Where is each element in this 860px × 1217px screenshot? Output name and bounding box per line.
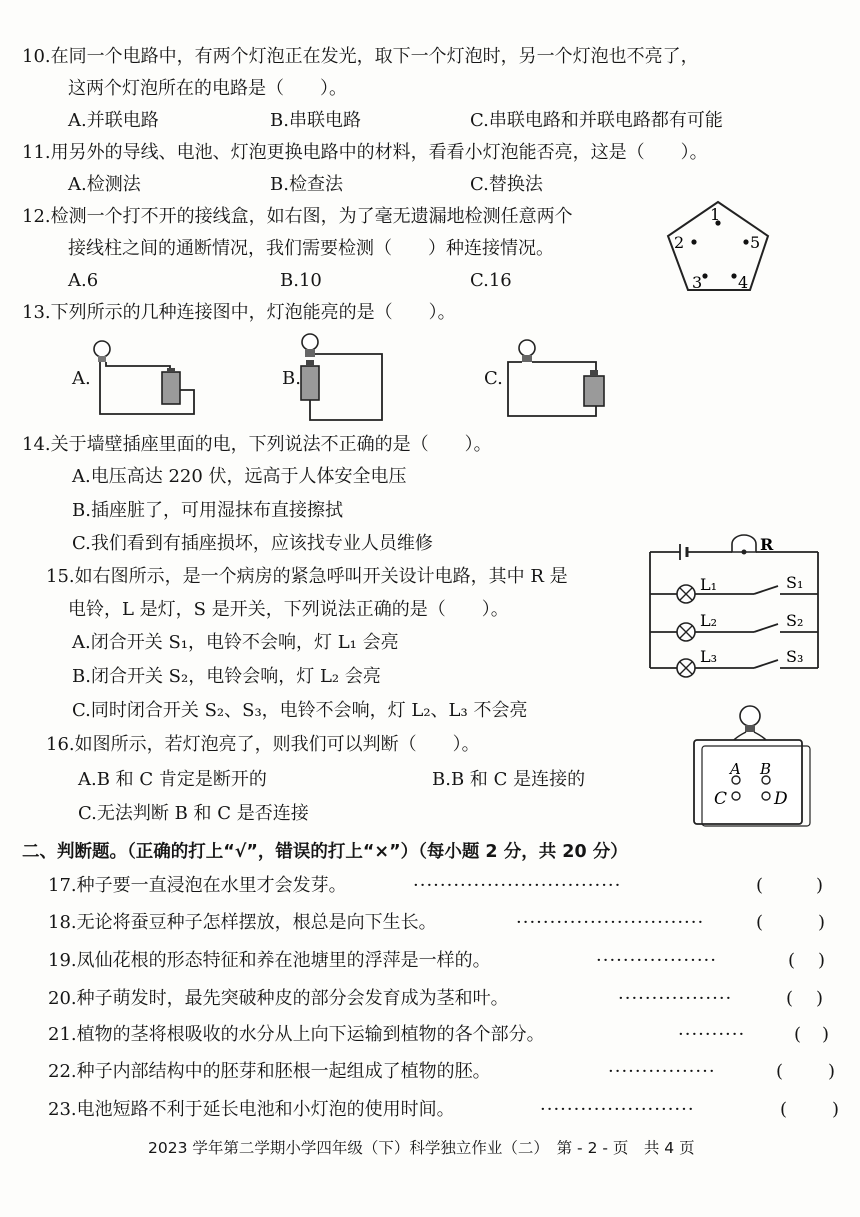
answer-right-paren: ) <box>832 1099 840 1120</box>
battery-icon <box>584 376 604 406</box>
bulb-base <box>305 349 315 357</box>
bulb-base <box>745 725 755 732</box>
bulb-icon <box>740 706 760 726</box>
bulb-icon <box>519 340 535 356</box>
switch-s1-icon <box>754 586 778 594</box>
terminal-dot-5 <box>743 239 748 244</box>
judge-item-23 <box>48 1097 838 1123</box>
leader-dots: ······················· <box>540 1099 695 1120</box>
lamp-l2-label: L₂ <box>700 611 718 630</box>
q15-option-a: A.闭合开关 S₁，电铃不会响，灯 L₁ 会亮 <box>72 632 399 653</box>
q11-option-c: C.替换法 <box>470 174 543 195</box>
q10-stem-line2: 这两个灯泡所在的电路是（ ）。 <box>68 78 347 99</box>
terminal-b-label: B <box>760 760 772 778</box>
switch-s1-label: S₁ <box>786 573 804 592</box>
q13-option-a-label: A. <box>72 368 91 389</box>
bell-label: R <box>760 535 774 554</box>
wire-box-figure <box>690 700 815 828</box>
lamp-l3-label: L₃ <box>700 647 718 666</box>
circuit-b-figure <box>292 330 392 426</box>
q10-option-b: B.串联电路 <box>270 110 361 131</box>
judge-item-22-text: 22.种子内部结构中的胚芽和胚根一起组成了植物的胚。 <box>48 1061 491 1082</box>
q16-option-c: C.无法判断 B 和 C 是否连接 <box>78 803 309 824</box>
q10-option-c: C.串联电路和并联电路都有可能 <box>470 110 723 131</box>
q15-stem-line2: 电铃，L 是灯，S 是开关，下列说法正确的是（ ）。 <box>68 599 509 620</box>
q14-option-c: C.我们看到有插座损坏，应该找专业人员维修 <box>72 533 433 554</box>
terminal-dot-2 <box>691 239 696 244</box>
q10-stem-line1: 10.在同一个电路中，有两个灯泡正在发光，取下一个灯泡时，另一个灯泡也不亮了， <box>22 46 699 67</box>
page-footer: 2023 学年第二学期小学四年级（下）科学独立作业（二） 第 - 2 - 页 共 4 页 <box>148 1139 695 1157</box>
leader-dots: ················· <box>618 988 733 1009</box>
bulb-base <box>98 356 106 362</box>
judge-item-18-text: 18.无论将蚕豆种子怎样摆放，根总是向下生长。 <box>48 912 437 933</box>
terminal-c <box>732 792 740 800</box>
bulb-base <box>522 355 532 362</box>
judge-item-17 <box>48 873 838 899</box>
answer-right-paren: ) <box>816 988 824 1009</box>
q15-stem-line1: 15.如右图所示，是一个病房的紧急呼叫开关设计电路，其中 R 是 <box>46 566 568 587</box>
circuit-a-figure <box>92 336 202 422</box>
leader-dots: ······························· <box>413 875 622 896</box>
judge-item-23-text: 23.电池短路不利于延长电池和小灯泡的使用时间。 <box>48 1099 455 1120</box>
q13-option-b-label: B. <box>282 368 301 389</box>
switch-s2-label: S₂ <box>786 611 804 630</box>
switch-s2-icon <box>754 624 778 632</box>
leader-dots: ···························· <box>516 912 705 933</box>
battery-icon <box>301 366 319 400</box>
circuit-c-figure <box>500 336 610 422</box>
leader-dots: ·········· <box>678 1024 746 1045</box>
q13-option-c-label: C. <box>484 368 503 389</box>
terminal-d <box>762 792 770 800</box>
answer-right-paren: ) <box>816 875 824 896</box>
terminal-d-label: D <box>774 789 788 809</box>
leader-dots: ················ <box>608 1061 716 1082</box>
section-2-heading: 二、判断题。（正确的打上“√”，错误的打上“×”）（每小题 2 分，共 20 分） <box>22 842 628 862</box>
q12-stem-line2: 接线柱之间的通断情况，我们需要检测（ ）种连接情况。 <box>68 238 554 259</box>
answer-left-paren: ( <box>776 1061 784 1082</box>
answer-right-paren: ) <box>818 950 826 971</box>
q12-option-a: A.6 <box>68 270 99 291</box>
judge-item-20-text: 20.种子萌发时，最先突破种皮的部分会发育成为茎和叶。 <box>48 988 509 1009</box>
judge-item-21-text: 21.植物的茎将根吸收的水分从上向下运输到植物的各个部分。 <box>48 1024 545 1045</box>
q12-option-b: B.10 <box>280 270 322 291</box>
answer-left-paren: ( <box>786 988 794 1009</box>
bulb-icon <box>94 341 110 357</box>
bell-icon <box>732 535 756 552</box>
terminal-c-label: C <box>714 789 728 809</box>
q15-option-c: C.同时闭合开关 S₂、S₃，电铃不会响，灯 L₂、L₃ 不会亮 <box>72 700 528 721</box>
judge-item-17-text: 17.种子要一直浸泡在水里才会发芽。 <box>48 875 347 896</box>
answer-right-paren: ) <box>822 1024 830 1045</box>
answer-left-paren: ( <box>794 1024 802 1045</box>
answer-right-paren: ) <box>828 1061 836 1082</box>
q15-option-b: B.闭合开关 S₂，电铃会响，灯 L₂ 会亮 <box>72 666 381 687</box>
terminal-label-2: 2 <box>674 233 685 252</box>
terminal-label-1: 1 <box>710 205 721 224</box>
q11-option-a: A.检测法 <box>68 174 141 195</box>
q12-option-c: C.16 <box>470 270 512 291</box>
terminal-label-3: 3 <box>692 273 703 292</box>
q16-stem: 16.如图所示，若灯泡亮了，则我们可以判断（ ）。 <box>46 734 480 755</box>
terminal-dot-3 <box>702 273 707 278</box>
judge-item-19-text: 19.凤仙花根的形态特征和养在池塘里的浮萍是一样的。 <box>48 950 491 971</box>
q10-option-a: A.并联电路 <box>68 110 159 131</box>
bulb-icon <box>302 334 318 350</box>
q12-stem-line1: 12.检测一个打不开的接线盒，如右图，为了毫无遗漏地检测任意两个 <box>22 206 573 227</box>
q14-option-b: B.插座脏了，可用湿抹布直接擦拭 <box>72 500 343 521</box>
q16-option-b: B.B 和 C 是连接的 <box>432 769 586 790</box>
q14-option-a: A.电压高达 220 伏，远高于人体安全电压 <box>72 466 407 487</box>
battery-icon <box>162 372 180 404</box>
lamp-l1-label: L₁ <box>700 575 718 594</box>
answer-left-paren: ( <box>780 1099 788 1120</box>
answer-left-paren: ( <box>756 912 764 933</box>
terminal-dot-4 <box>731 273 736 278</box>
q11-option-b: B.检查法 <box>270 174 343 195</box>
switch-s3-icon <box>754 660 778 668</box>
switch-s3-label: S₃ <box>786 647 804 666</box>
q13-stem: 13.下列所示的几种连接图中，灯泡能亮的是（ ）。 <box>22 302 456 323</box>
junction-box-pentagon-figure <box>660 196 780 296</box>
q14-stem: 14.关于墙壁插座里面的电，下列说法不正确的是（ ）。 <box>22 434 492 455</box>
judge-item-19 <box>48 948 838 974</box>
box-outline <box>694 740 802 824</box>
answer-left-paren: ( <box>788 950 796 971</box>
q16-option-a: A.B 和 C 肯定是断开的 <box>78 769 267 790</box>
answer-left-paren: ( <box>756 875 764 896</box>
terminal-label-5: 5 <box>750 233 761 252</box>
judge-item-18 <box>48 910 838 936</box>
judge-item-20 <box>48 986 838 1012</box>
terminal-a-label: A <box>730 760 741 778</box>
judge-item-22 <box>48 1059 838 1085</box>
q11-stem: 11.用另外的导线、电池、灯泡更换电路中的材料，看看小灯泡能否亮，这是（ ）。 <box>22 142 708 163</box>
emergency-call-circuit-figure <box>640 530 830 692</box>
terminal-label-4: 4 <box>738 273 749 292</box>
judge-item-21 <box>48 1022 838 1048</box>
answer-right-paren: ) <box>818 912 826 933</box>
leader-dots: ·················· <box>596 950 717 971</box>
